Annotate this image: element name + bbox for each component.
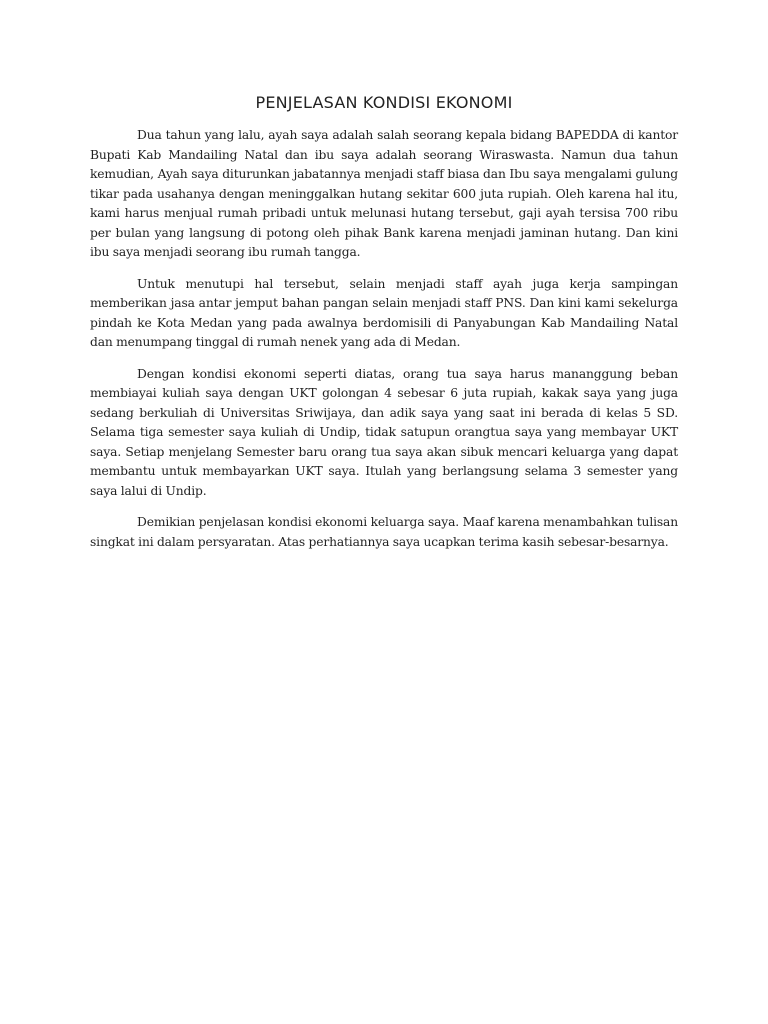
paragraph-2: Untuk menutupi hal tersebut, selain menjadi staff ayah juga kerja sampingan memberikan jasa antar jemput bahan pangan selain menjadi staff PNS. Dan kini kami sekelurga pindah ke Kota Medan yang pada awalnya berdomisili di Panyabungan Kab Mandailing Natal dan menumpang tinggal di rumah nenek yang ada di Medan. bbox=[90, 276, 678, 349]
paragraph-4: Demikian penjelasan kondisi ekonomi keluarga saya. Maaf karena menambahkan tulisan singkat ini dalam persyaratan. Atas perhatiannya saya ucapkan terima kasih sebesar-besarnya. bbox=[90, 515, 678, 549]
paragraph-3: Dengan kondisi ekonomi seperti diatas, orang tua saya harus mananggung beban membiayai kuliah saya dengan UKT golongan 4 sebesar 6 juta rupiah, kakak saya yang juga sedang berkuliah di Universitas Sriwijaya, dan adik saya yang saat ini berada di kelas 5 SD. Selama tiga semester saya kuliah di Undip, tidak satupun orangtua saya yang membayar UKT saya. Setiap menjelang Semester baru orang tua saya akan sibuk mencari keluarga yang dapat membantu untuk membayarkan UKT saya. Itulah yang berlangsung selama 3 semester yang saya lalui di Undip. bbox=[90, 366, 678, 498]
document-page bbox=[90, 92, 678, 564]
paragraph-1: Dua tahun yang lalu, ayah saya adalah salah seorang kepala bidang BAPEDDA di kantor Bupati Kab Mandailing Natal dan ibu saya adalah seorang Wiraswasta. Namun dua tahun kemudian, Ayah saya diturunkan jabatannya menjadi staff biasa dan Ibu saya mengalami gulung tikar pada usahanya dengan meninggalkan hutang sekitar 600 juta rupiah. Oleh karena hal itu, kami harus menjual rumah pribadi untuk melunasi hutang tersebut, gaji ayah tersisa 700 ribu per bulan yang langsung di potong oleh pihak Bank karena menjadi jaminan hutang. Dan kini ibu saya menjadi seorang ibu rumah tangga. bbox=[90, 128, 678, 259]
document-title: PENJELASAN KONDISI EKONOMI bbox=[255, 93, 513, 112]
